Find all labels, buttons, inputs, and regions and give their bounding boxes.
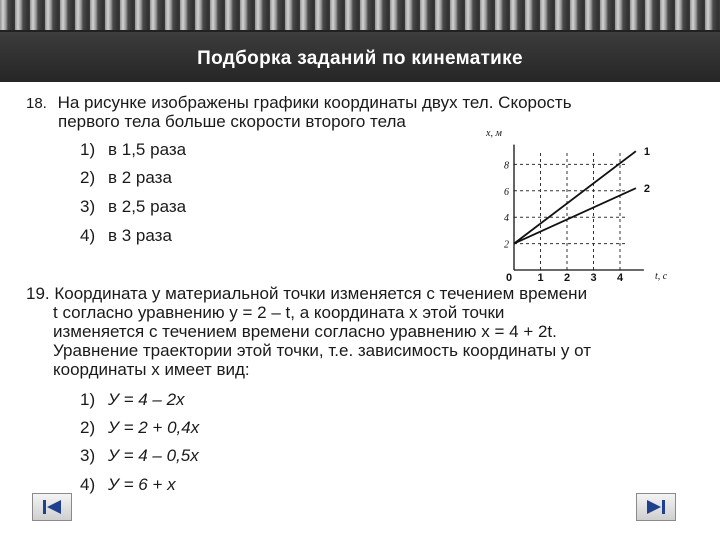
forward-button[interactable] — [636, 493, 676, 521]
slide-title: Подборка заданий по кинематике — [197, 48, 523, 69]
y-axis-label: x, м — [486, 128, 502, 139]
q19-option-2-num: 2) — [80, 418, 96, 437]
q18-option-4-text: в 3 раза — [108, 226, 172, 245]
q18-option-1-num: 1) — [80, 140, 96, 159]
question-19-line-1 — [26, 284, 690, 304]
x-tick-label: 4 — [617, 272, 624, 284]
q18-option-2-text: в 2 раза — [108, 168, 172, 187]
q19-option-1-text: У = 4 – 2x — [108, 390, 185, 409]
question-19-line-4: Уравнение траектории этой точки, т.е. зависимость координаты y от — [53, 341, 591, 360]
back-button[interactable] — [32, 493, 72, 521]
y-tick-label: 2 — [504, 239, 509, 251]
position-time-graph — [480, 118, 680, 290]
question-19-line-1-text: Координата y материальной точки изменяется с течением времени — [54, 284, 588, 303]
origin-label: 0 — [506, 272, 513, 284]
series-label-1: 1 — [643, 146, 651, 159]
q19-option-3-text: У = 4 – 0,5x — [108, 446, 199, 465]
question-19-line-5: координаты x имеет вид: — [53, 360, 250, 379]
y-tick-label: 4 — [504, 213, 509, 225]
question-19-line-3: изменяется с течением времени согласно уравнению x = 4 + 2t. — [53, 322, 557, 341]
q18-option-2-num: 2) — [80, 168, 96, 187]
q18-option-1-text: в 1,5 раза — [108, 140, 187, 159]
q19-option-3-num: 3) — [80, 446, 96, 465]
slide-header — [0, 0, 720, 82]
q18-option-4 — [80, 226, 172, 246]
q19-option-4-text: У = 6 + x — [108, 475, 176, 494]
question-18-line-1: На рисунке изображены графики координаты двух тел. Скорость — [57, 93, 572, 112]
q19-option-3 — [80, 446, 199, 466]
q19-option-2 — [80, 418, 199, 438]
skip-back-icon — [40, 498, 64, 516]
question-18-text — [26, 93, 572, 114]
skip-forward-icon — [644, 498, 668, 516]
spiral-binding — [0, 0, 720, 32]
question-19-number: 19. — [26, 284, 50, 303]
q18-option-1 — [80, 140, 186, 160]
q18-option-3 — [80, 197, 186, 217]
question-18-line-2: первого тела больше скорости второго тела — [58, 112, 406, 131]
q19-option-1-num: 1) — [80, 390, 96, 409]
x-axis-label: t, с — [655, 271, 668, 282]
q18-option-3-num: 3) — [80, 197, 96, 216]
series-label-2: 2 — [643, 183, 651, 196]
x-tick-label: 2 — [564, 272, 571, 284]
q19-option-1 — [80, 390, 185, 410]
question-19-line-2: t согласно уравнению y = 2 – t, а координата x этой точки — [53, 303, 505, 322]
q18-option-3-text: в 2,5 раза — [108, 197, 187, 216]
q19-option-2-text: У = 2 + 0,4x — [108, 418, 200, 437]
q18-option-2 — [80, 168, 172, 188]
y-tick-label: 8 — [504, 160, 509, 172]
x-tick-label: 3 — [590, 272, 597, 284]
q19-option-4-num: 4) — [80, 475, 96, 494]
q18-option-4-num: 4) — [80, 226, 96, 245]
question-18-number: 18. — [26, 95, 47, 112]
y-tick-label: 6 — [504, 186, 509, 198]
q19-option-4 — [80, 475, 176, 495]
x-tick-label: 1 — [537, 272, 544, 284]
